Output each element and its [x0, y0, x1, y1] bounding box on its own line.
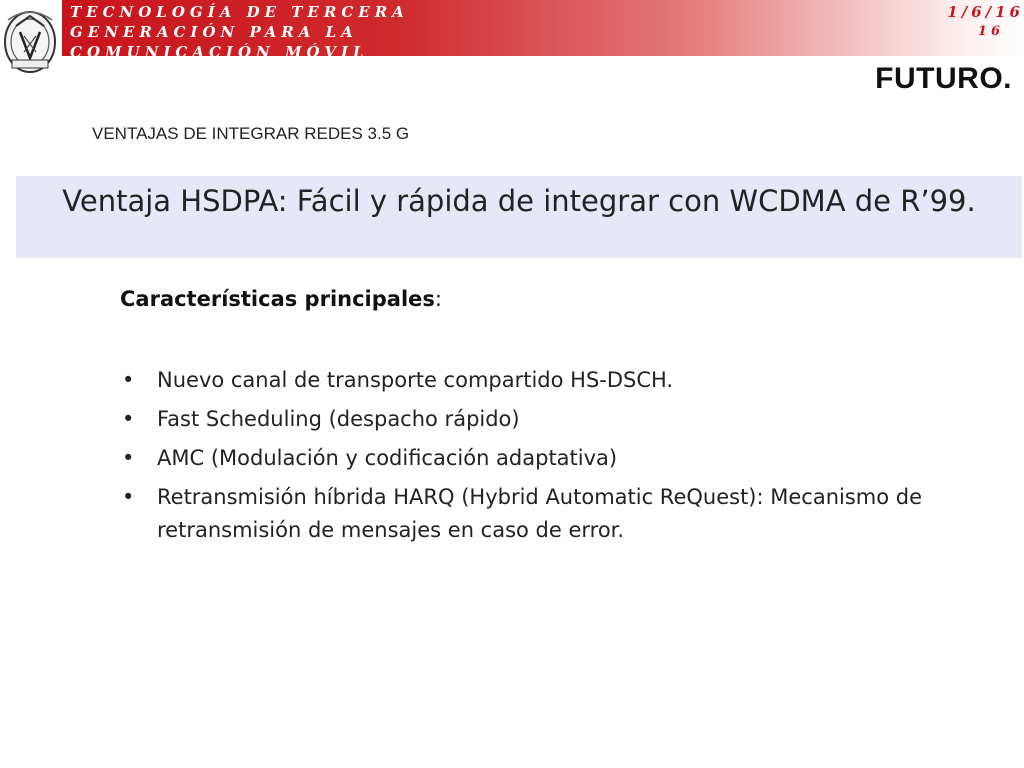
feature-list [120, 364, 960, 553]
highlight-banner [16, 176, 1022, 258]
header-title-line: GENERACIÓN PARA LA [70, 23, 358, 41]
list-item: • Nuevo canal de transporte compartido HS-DSCH. [120, 364, 960, 397]
section-label: FUTURO. [875, 62, 1012, 95]
slide-subtitle: VENTAJAS DE INTEGRAR REDES 3.5 G [92, 124, 410, 143]
university-seal-logo [2, 2, 58, 78]
list-item: • Fast Scheduling (despacho rápido) [120, 403, 960, 436]
slide-date: 1/6/16 [947, 3, 1024, 21]
slide-number: 16 [977, 24, 1004, 39]
header-band [62, 0, 1024, 56]
content-heading-text: Características principales [120, 287, 435, 311]
banner-text: Ventaja HSDPA: Fácil y rápida de integrar con WCDMA de R’99. [62, 184, 976, 218]
header-title-line: TECNOLOGÍA DE TERCERA [70, 3, 409, 21]
header-meta [947, 2, 1024, 42]
header-title [70, 2, 409, 56]
content-heading [120, 287, 442, 311]
header-title-line: COMUNICACIÓN MÓVIL [70, 43, 369, 56]
content-heading-suffix: : [434, 287, 442, 311]
list-item: • Retransmisión híbrida HARQ (Hybrid Automatic ReQuest): Mecanismo de retransmisión de mensajes en caso de error. [120, 481, 960, 547]
list-item: • AMC (Modulación y codificación adaptativa) [120, 442, 960, 475]
